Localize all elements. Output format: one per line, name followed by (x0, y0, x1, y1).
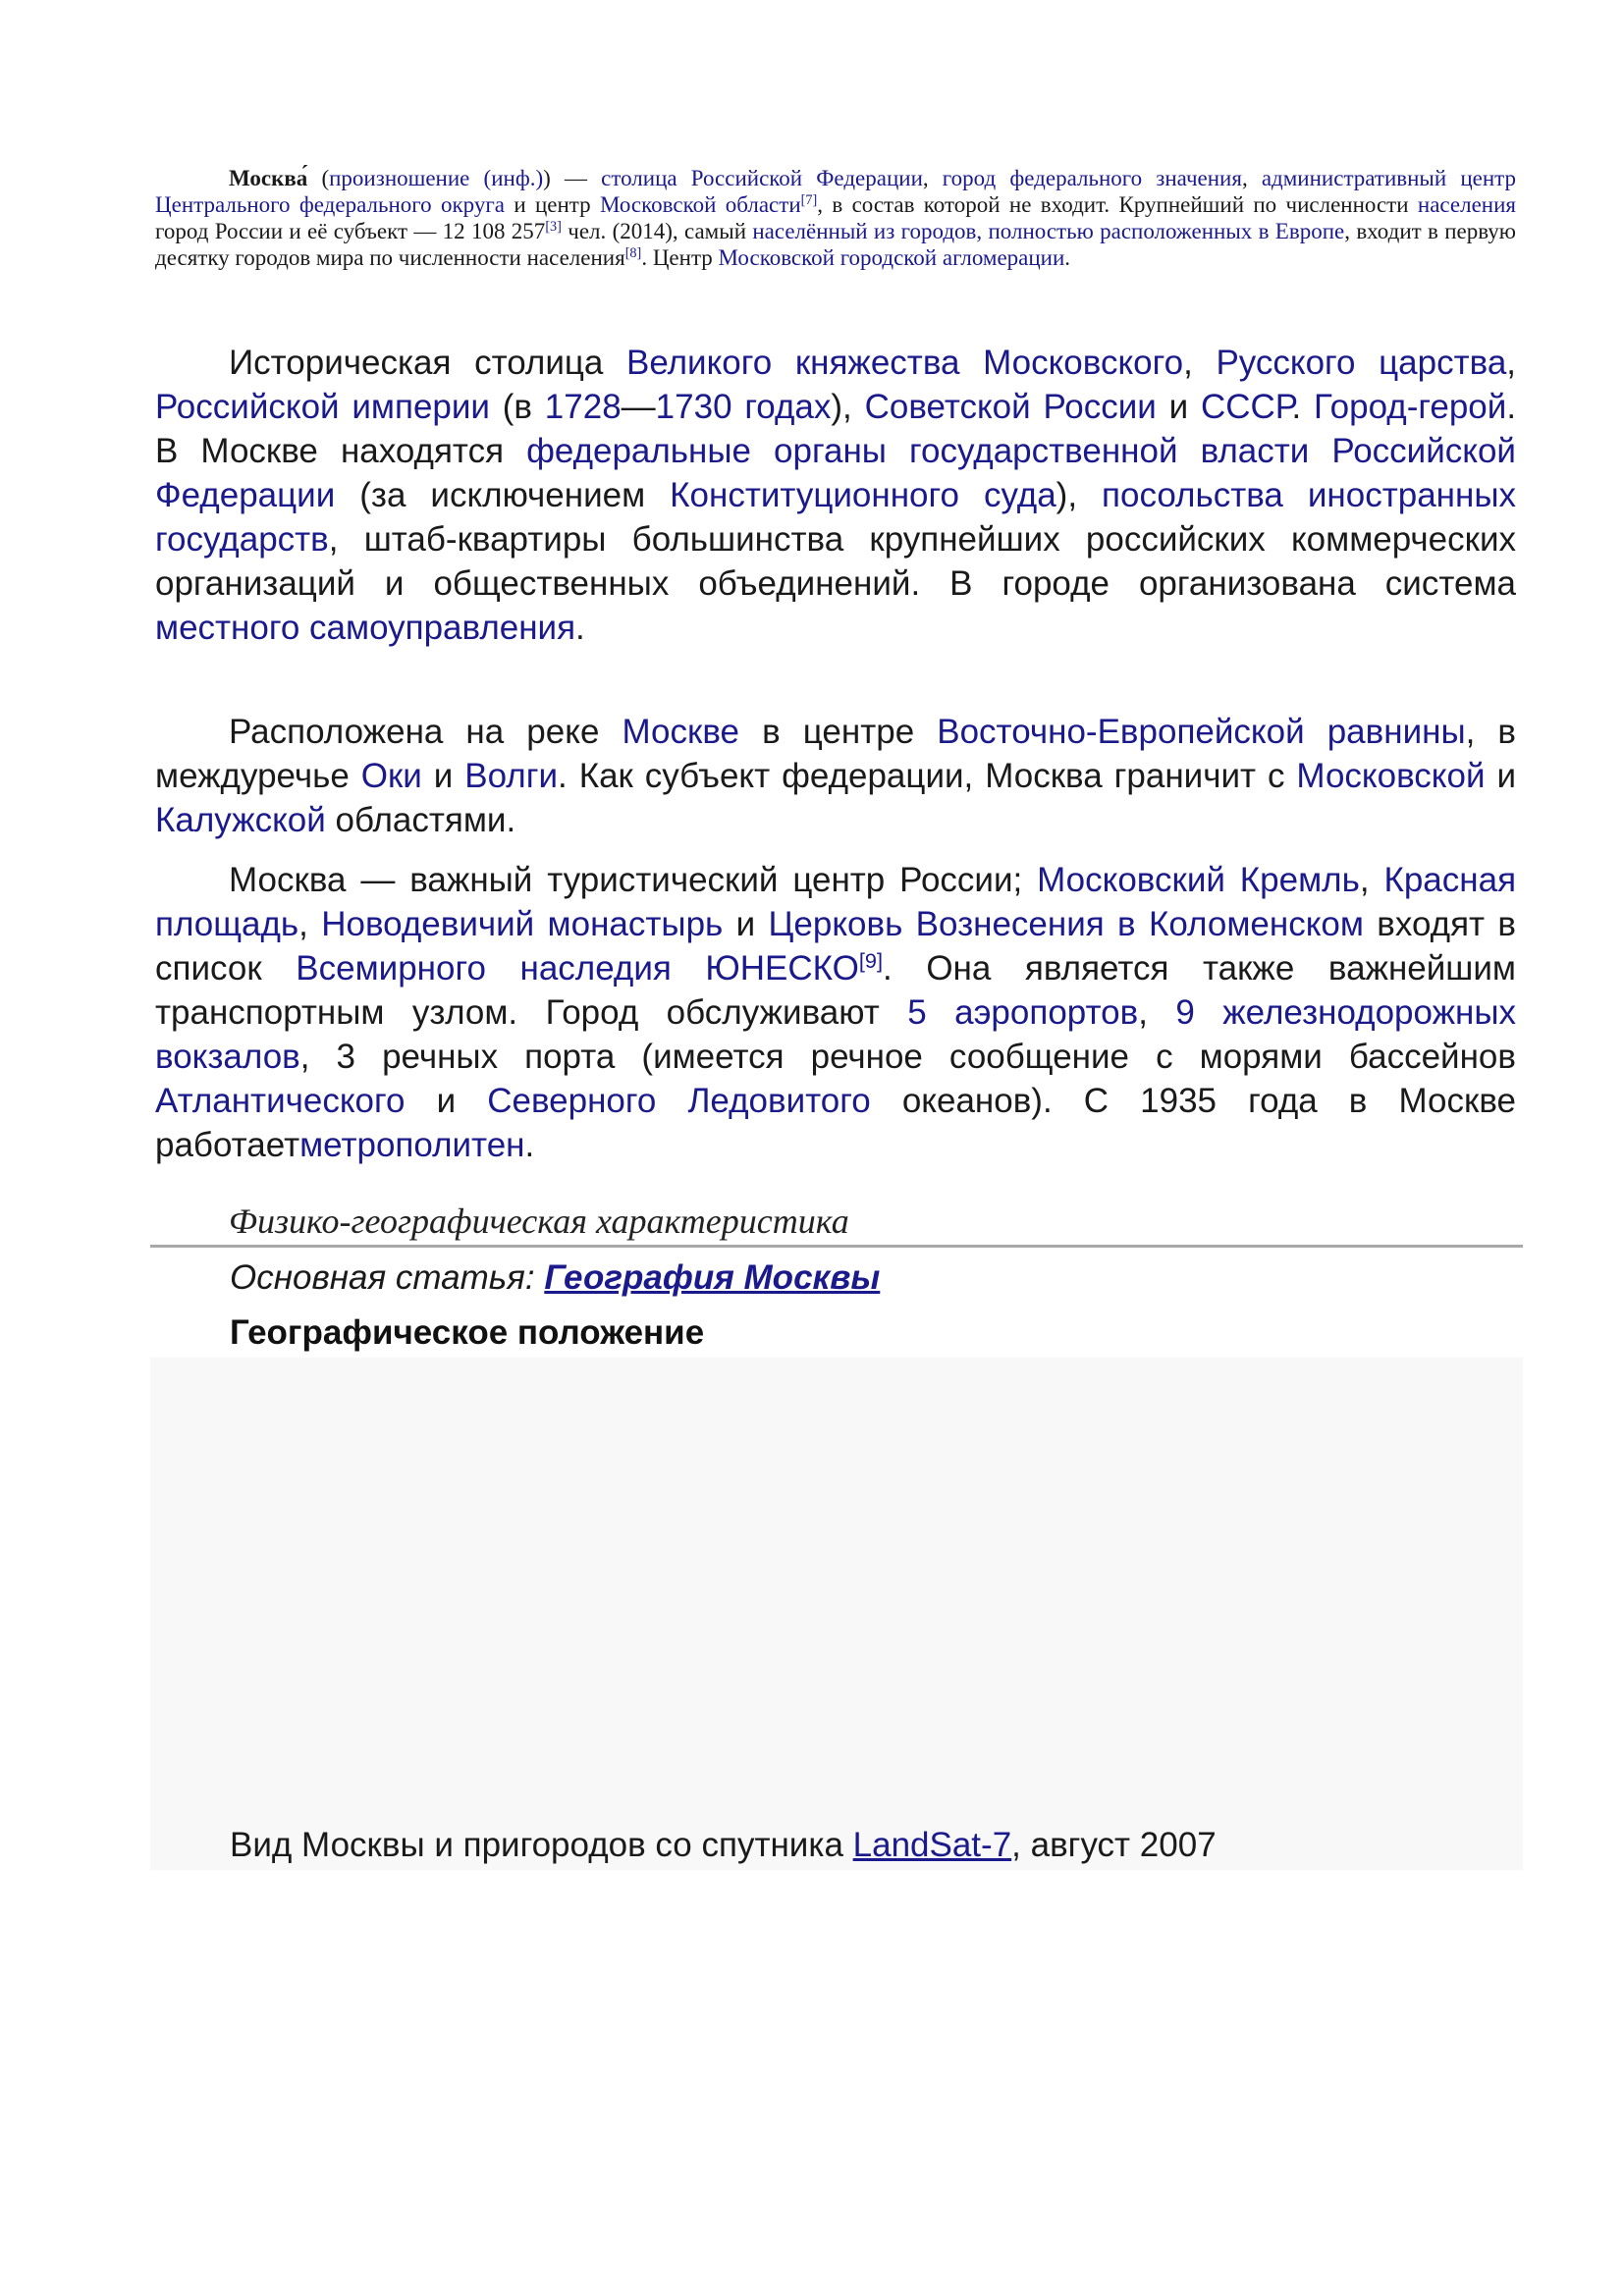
text: Историческая столица (229, 344, 626, 382)
text: , (1506, 344, 1517, 382)
link-federal-authorities[interactable]: федеральные органы государственной власти Российской Федерации (155, 432, 1516, 514)
text: (за исключением (335, 476, 671, 514)
link-tsardom[interactable]: Русского царства (1216, 344, 1507, 382)
link-1730[interactable]: 1730 годах (655, 388, 832, 426)
link-oka[interactable]: Оки (360, 757, 422, 795)
caption-text: , август 2007 (1011, 1826, 1217, 1864)
link-atlantic[interactable]: Атлантического (155, 1082, 406, 1120)
text: Москва — важный туристический центр России; (229, 861, 1038, 899)
link-volga[interactable]: Волги (464, 757, 559, 795)
history-paragraph (155, 341, 1516, 650)
link-federal-city[interactable]: город федерального значения (942, 166, 1242, 190)
link-russian-federation[interactable]: Российской Федерации (690, 166, 923, 190)
link-grand-duchy[interactable]: Великого княжества Московского (625, 344, 1184, 382)
link-east-european-plain[interactable]: Восточно-Европейской равнины (937, 713, 1466, 751)
figure-caption (230, 1826, 1217, 1865)
text: в центре (739, 713, 938, 751)
link-moskva-river[interactable]: Москве (622, 713, 739, 751)
subsection-heading: Географическое положение (230, 1313, 705, 1352)
link-novodevichy[interactable]: Новодевичий монастырь (321, 905, 724, 943)
main-article-note (230, 1258, 880, 1298)
text: , (298, 905, 322, 943)
footnote-ref[interactable]: [8] (624, 245, 642, 262)
link-agglomeration[interactable]: Московской городской агломерации (718, 245, 1065, 270)
text: . Как субъект федерации, Москва граничит с (558, 757, 1297, 795)
text: , в междуречье (155, 713, 1517, 795)
link-rail-stations[interactable]: 9 железнодорожных вокзалов (155, 993, 1516, 1076)
section-heading: Физико-географическая характеристика (229, 1201, 849, 1241)
text: город России и её субъект — 12 108 257 (155, 219, 546, 243)
link-russian-empire[interactable]: Российской империи (155, 388, 490, 426)
link-pronunciation[interactable]: произношение (329, 166, 470, 190)
link-red-square[interactable]: Красная площадь (155, 861, 1517, 943)
text (672, 949, 706, 988)
text: — (621, 388, 656, 426)
text: и (1485, 757, 1517, 795)
link-1728[interactable]: 1728 (544, 388, 622, 426)
link-airports[interactable]: 5 аэропортов (907, 993, 1139, 1032)
text: океанов). С 1935 года в Москве работает (155, 1082, 1516, 1164)
link-capital[interactable]: столица (601, 166, 677, 190)
text: входят в список (155, 905, 1516, 988)
text (469, 166, 483, 190)
link-moscow-oblast[interactable]: Московской области (599, 192, 801, 217)
link-hero-city[interactable]: Город-герой (1314, 388, 1507, 426)
text: и (723, 905, 769, 943)
link-info[interactable]: (инф.) (483, 166, 544, 190)
link-embassies[interactable]: посольства иностранных государств (155, 476, 1516, 559)
text: и (405, 1082, 488, 1120)
text: , (1138, 993, 1176, 1032)
link-kaluga-oblast[interactable]: Калужской (155, 801, 326, 839)
footnote-ref[interactable]: [9] (858, 948, 884, 974)
text: , штаб-квартиры большинства крупнейших российских коммерческих организаций и общественных объединений. В городе организована система (155, 520, 1516, 603)
text: . В Москве находятся (155, 388, 1517, 470)
text: , (1359, 861, 1384, 899)
text: . Центр (641, 245, 719, 270)
link-population[interactable]: населения (1417, 192, 1516, 217)
link-kremlin[interactable]: Московский Кремль (1037, 861, 1360, 899)
link-constitutional-court[interactable]: Конституционного суда (670, 476, 1056, 514)
link-moscow-oblast[interactable]: Московской (1296, 757, 1486, 795)
text: , (922, 166, 943, 190)
text: . Она является также важнейшим транспортным узлом. Город обслуживают (155, 949, 1516, 1032)
link-populated-cities-europe[interactable]: населённый из городов, полностью расположенных в Европе (752, 219, 1345, 243)
location-paragraph (155, 710, 1516, 842)
text: , входит в первую десятку городов мира по численности населения (155, 219, 1516, 270)
text: Расположена на реке (229, 713, 623, 751)
text: . (524, 1126, 535, 1164)
link-geography-of-moscow[interactable]: География Москвы (544, 1258, 881, 1297)
text: ), (1056, 476, 1103, 514)
link-central-district[interactable]: Центрального федерального округа (155, 192, 505, 217)
text: , 3 речных порта (имеется речное сообщение с морями бассейнов (299, 1038, 1516, 1076)
term-moscow: Москва́ (229, 166, 308, 190)
link-world-heritage[interactable]: Всемирного наследия (296, 949, 672, 988)
text: (в (489, 388, 545, 426)
tourism-paragraph (155, 858, 1516, 1167)
link-arctic[interactable]: Северного Ледовитого (487, 1082, 871, 1120)
text: ) — (543, 166, 602, 190)
link-metro[interactable]: метрополитен (299, 1126, 525, 1164)
link-admin-center[interactable]: административный центр (1261, 166, 1516, 190)
text: . (1291, 388, 1315, 426)
footnote-ref[interactable]: [7] (800, 192, 818, 209)
main-article-prefix: Основная статья: (230, 1258, 545, 1297)
caption-text: Вид Москвы и пригородов со спутника (230, 1826, 853, 1864)
text: , (1183, 344, 1217, 382)
link-soviet-russia[interactable]: Советской России (864, 388, 1157, 426)
text: ( (307, 166, 330, 190)
link-ussr[interactable]: СССР (1200, 388, 1292, 426)
link-local-government[interactable]: местного самоуправления (155, 609, 576, 647)
link-unesco[interactable]: ЮНЕСКО (705, 949, 859, 988)
satellite-image-placeholder (150, 1358, 1523, 1870)
text: и (1156, 388, 1201, 426)
text: ), (831, 388, 865, 426)
text: и центр (504, 192, 600, 217)
footnote-ref[interactable]: [3] (545, 219, 562, 236)
section-divider (150, 1245, 1523, 1248)
text: чел. (2014), самый (561, 219, 753, 243)
link-ascension-church[interactable]: Церковь Вознесения в Коломенском (768, 905, 1364, 943)
text: , в состав которой не входит. Крупнейший по численности (817, 192, 1418, 217)
text: . (1064, 245, 1071, 270)
text: , (1241, 166, 1262, 190)
text: . (575, 609, 585, 647)
text: областями. (325, 801, 516, 839)
text (677, 166, 691, 190)
link-landsat[interactable]: LandSat-7 (852, 1826, 1012, 1864)
text: и (421, 757, 465, 795)
intro-paragraph (155, 165, 1516, 271)
